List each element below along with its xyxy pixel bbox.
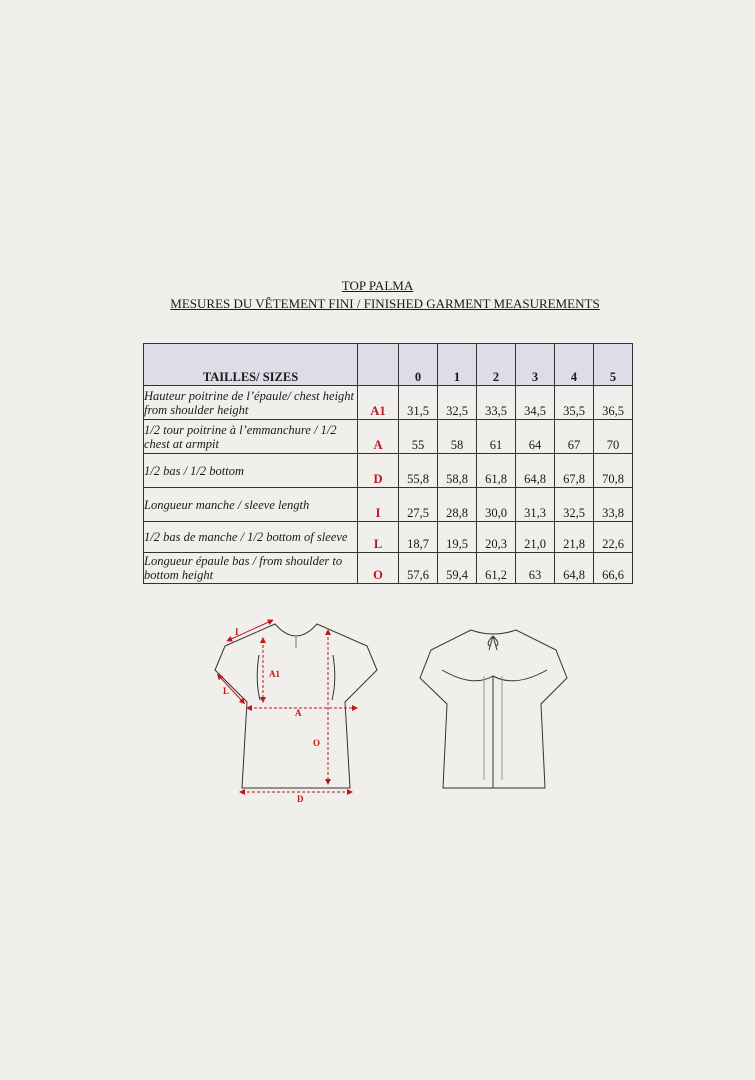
row-code: A [358, 420, 399, 454]
table-cell: 57,6 [399, 553, 438, 584]
table-cell: 19,5 [438, 522, 477, 553]
table-cell: 31,5 [399, 386, 438, 420]
table-cell: 55 [399, 420, 438, 454]
table-cell: 61 [477, 420, 516, 454]
table-cell: 34,5 [516, 386, 555, 420]
table-cell: 64,8 [516, 454, 555, 488]
table-cell: 36,5 [594, 386, 633, 420]
label-d: D [297, 794, 304, 804]
table-header-row [144, 344, 633, 386]
garment-diagram [205, 610, 645, 810]
row-label: 1/2 tour poitrine à l’emmanchure / 1/2 chest at armpit [144, 420, 358, 454]
table-row [144, 553, 633, 584]
table-cell: 70 [594, 420, 633, 454]
row-label: Longueur manche / sleeve length [144, 488, 358, 522]
table-cell: 21,8 [555, 522, 594, 553]
row-code: D [358, 454, 399, 488]
table-row [144, 454, 633, 488]
front-view-sketch [215, 624, 377, 788]
table-cell: 64 [516, 420, 555, 454]
front-measure-lines [219, 621, 355, 792]
row-code: I [358, 488, 399, 522]
row-label: 1/2 bas de manche / 1/2 bottom of sleeve [144, 522, 358, 553]
size-header: 5 [594, 344, 633, 386]
label-a1: A1 [269, 669, 280, 679]
row-code: O [358, 553, 399, 584]
label-i: I [235, 627, 239, 637]
document-title: TOP PALMA [341, 278, 414, 293]
table-cell: 58 [438, 420, 477, 454]
code-header [358, 344, 399, 386]
table-cell: 59,4 [438, 553, 477, 584]
table-cell: 33,8 [594, 488, 633, 522]
table-cell: 67,8 [555, 454, 594, 488]
table-cell: 61,8 [477, 454, 516, 488]
label-l: L [223, 686, 230, 696]
row-code: A1 [358, 386, 399, 420]
table-cell: 28,8 [438, 488, 477, 522]
row-label: 1/2 bas / 1/2 bottom [144, 454, 358, 488]
size-header: 3 [516, 344, 555, 386]
table-cell: 55,8 [399, 454, 438, 488]
table-row [144, 488, 633, 522]
size-header: 1 [438, 344, 477, 386]
table-row [144, 386, 633, 420]
label-o: O [313, 738, 321, 748]
table-cell: 61,2 [477, 553, 516, 584]
back-view-sketch [420, 630, 567, 788]
table-cell: 32,5 [555, 488, 594, 522]
table-cell: 33,5 [477, 386, 516, 420]
table-cell: 20,3 [477, 522, 516, 553]
table-cell: 21,0 [516, 522, 555, 553]
size-header: 4 [555, 344, 594, 386]
table-cell: 18,7 [399, 522, 438, 553]
row-label: Hauteur poitrine de l’épaule/ chest height from shoulder height [144, 386, 358, 420]
row-label: Longueur épaule bas / from shoulder to bottom height [144, 553, 358, 584]
table-cell: 63 [516, 553, 555, 584]
table-cell: 27,5 [399, 488, 438, 522]
table-row [144, 522, 633, 553]
document-subtitle: MESURES DU VÊTEMENT FINI / FINISHED GARMENT MEASUREMENTS [170, 296, 600, 311]
table-cell: 64,8 [555, 553, 594, 584]
size-chart-table [143, 343, 633, 584]
table-cell: 31,3 [516, 488, 555, 522]
table-cell: 30,0 [477, 488, 516, 522]
table-row [144, 420, 633, 454]
table-cell: 67 [555, 420, 594, 454]
table-cell: 70,8 [594, 454, 633, 488]
size-header: 2 [477, 344, 516, 386]
row-code: L [358, 522, 399, 553]
table-cell: 32,5 [438, 386, 477, 420]
sizes-header: TAILLES/ SIZES [144, 344, 358, 386]
label-a: A [295, 708, 302, 718]
table-cell: 35,5 [555, 386, 594, 420]
table-cell: 66,6 [594, 553, 633, 584]
size-header: 0 [399, 344, 438, 386]
table-cell: 22,6 [594, 522, 633, 553]
table-cell: 58,8 [438, 454, 477, 488]
